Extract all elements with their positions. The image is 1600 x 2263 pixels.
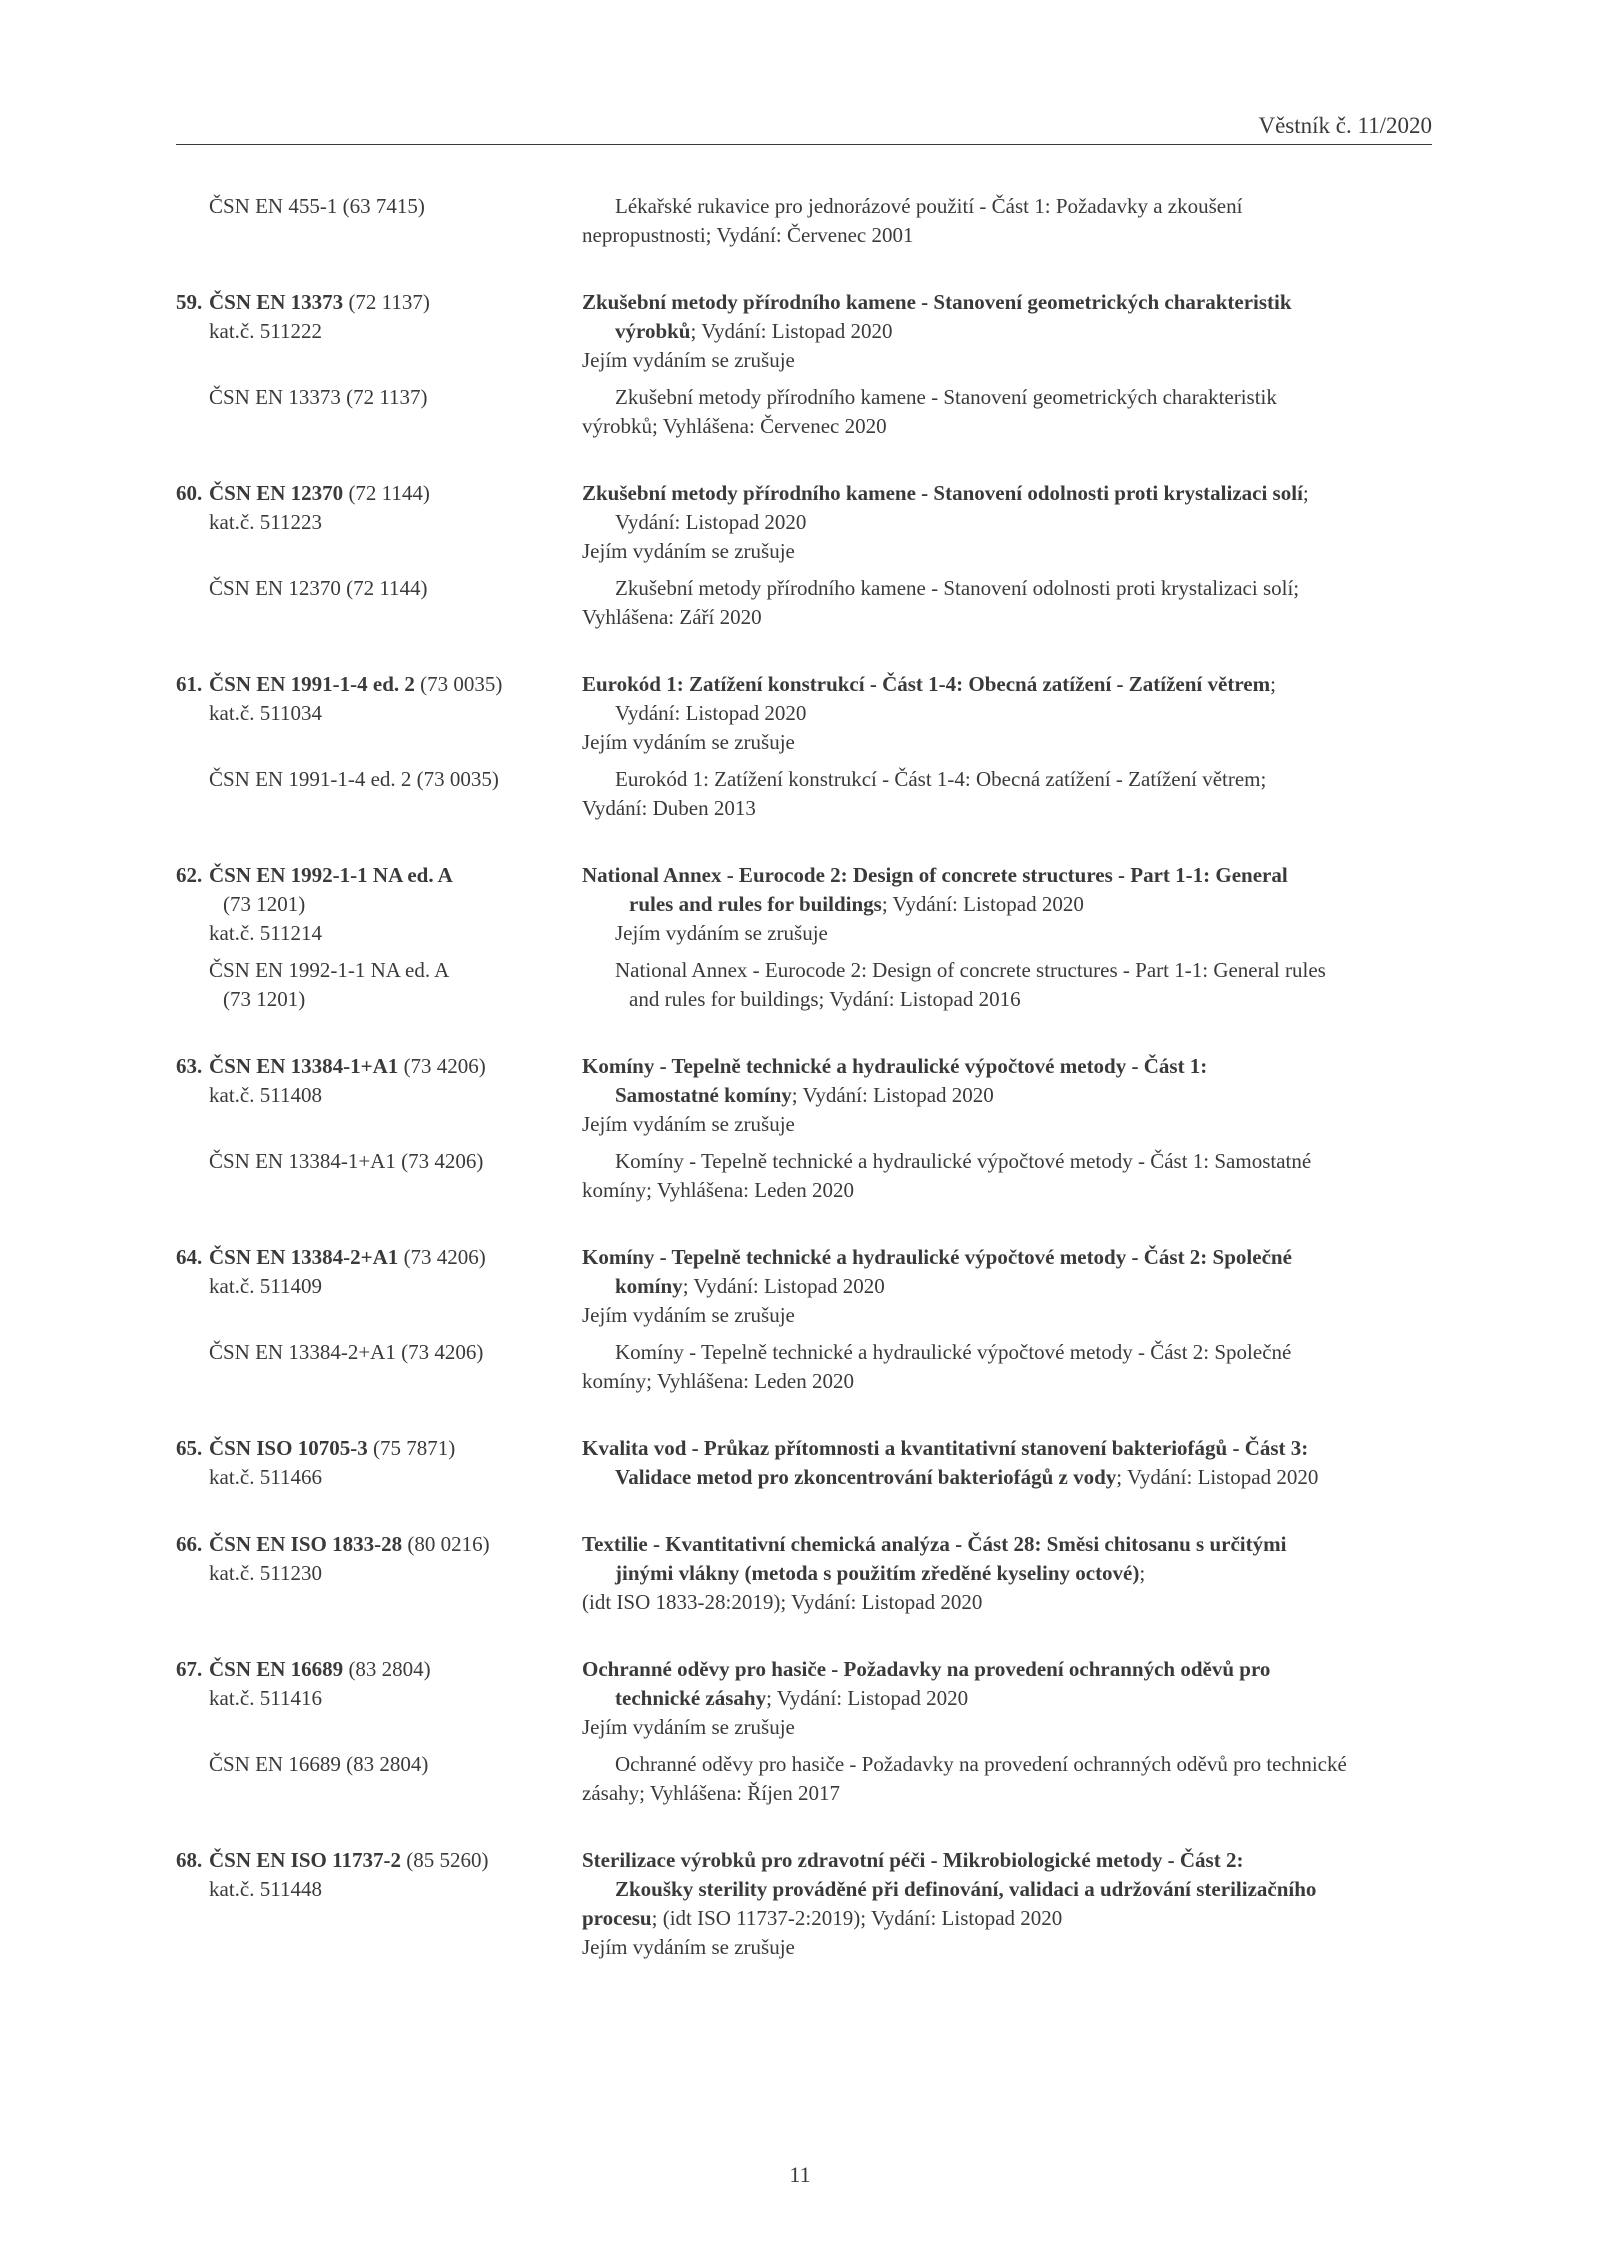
cancellation-note: Jejím vydáním se zrušuje [615,921,828,945]
issue-date: ; (idt ISO 11737-2:2019); Vydání: Listopad 2020 [651,1906,1063,1930]
replaced-standard-title-cont: zásahy; Vyhlášena: Říjen 2017 [582,1781,840,1805]
standard-class: (85 5260) [400,1848,489,1872]
page-number: 11 [789,2162,811,2187]
list-item [176,1846,1436,1962]
standards-list [176,192,1436,2000]
catalog-number: kat.č. 511416 [209,1686,322,1710]
list-item [176,670,1436,823]
standard-title-cont: technické zásahy [615,1686,767,1710]
entry-number: 65. [176,1436,203,1460]
standard-class: (73 0035) [414,672,503,696]
catalog-number: kat.č. 511409 [209,1274,322,1298]
standard-class: (75 7871) [367,1436,456,1460]
standard-code: ČSN EN 13373 [209,290,344,314]
entry-number: 62. [176,863,203,887]
entry-number: 68. [176,1848,203,1872]
entry-number: 67. [176,1657,203,1681]
replaced-standard-title-cont: Vydání: Duben 2013 [582,796,756,820]
catalog-number: kat.č. 511222 [209,319,322,343]
standard-title-cont: jinými vlákny (metoda s použitím zředěné kyseliny octové) [615,1561,1140,1585]
catalog-number: kat.č. 511408 [209,1083,322,1107]
issue-date: ; Vydání: Listopad 2020 [881,892,1084,916]
cancellation-note: Jejím vydáním se zrušuje [582,1715,795,1739]
issue-date: (idt ISO 1833-28:2019); Vydání: Listopad 2020 [582,1590,983,1614]
entry-number: 60. [176,481,203,505]
list-item [176,479,1436,632]
replaced-standard-code: ČSN EN 12370 (72 1144) [209,576,428,600]
standard-code: ČSN EN ISO 1833-28 [209,1532,403,1556]
list-item [176,288,1436,441]
catalog-number: kat.č. 511230 [209,1561,322,1585]
header-title: Věstník č. 11/2020 [1258,113,1432,138]
entry-number: 66. [176,1532,203,1556]
standard-title-cont: výrobků [615,319,691,343]
replaced-standard-title: Zkušební metody přírodního kamene - Stanovení odolnosti proti krystalizaci solí; [615,576,1300,600]
catalog-number: kat.č. 511466 [209,1465,322,1489]
entry-number: 61. [176,672,203,696]
standard-title: Ochranné oděvy pro hasiče - Požadavky na provedení ochranných oděvů pro [582,1657,1271,1681]
replaced-standard-code: ČSN EN 13373 (72 1137) [209,385,428,409]
replaced-standard-title: National Annex - Eurocode 2: Design of concrete structures - Part 1-1: General rules [615,958,1326,982]
list-item [176,1243,1436,1396]
standard-title: Sterilizace výrobků pro zdravotní péči - Mikrobiologické metody - Část 2: [582,1848,1244,1872]
list-item [176,1655,1436,1808]
catalog-number: kat.č. 511223 [209,510,322,534]
list-item [176,1434,1436,1492]
replaced-standard-title-cont: nepropustnosti; Vydání: Červenec 2001 [582,223,914,247]
cancellation-note: Jejím vydáním se zrušuje [582,348,795,372]
page-footer [0,2160,1600,2189]
standard-title: Zkušební metody přírodního kamene - Stanovení odolnosti proti krystalizaci solí [582,481,1303,505]
issue-date: ; Vydání: Listopad 2020 [766,1686,969,1710]
standard-code: ČSN ISO 10705-3 [209,1436,368,1460]
replaced-standard-code: ČSN EN 455-1 (63 7415) [209,194,425,218]
replaced-standard-title: Zkušební metody přírodního kamene - Stanovení geometrických charakteristik [615,385,1277,409]
standard-code: ČSN EN 12370 [209,481,344,505]
replaced-standard-title: Eurokód 1: Zatížení konstrukcí - Část 1-4: Obecná zatížení - Zatížení větrem; [615,767,1267,791]
list-item [176,1530,1436,1617]
standard-class: (72 1144) [343,481,430,505]
standard-title: Kvalita vod - Průkaz přítomnosti a kvantitativní stanovení bakteriofágů - Část 3: [582,1436,1309,1460]
list-item [176,861,1436,1014]
standard-class: (83 2804) [343,1657,431,1681]
cancellation-note: Jejím vydáním se zrušuje [582,1935,795,1959]
replaced-standard-code: ČSN EN 13384-1+A1 (73 4206) [209,1149,484,1173]
standard-title-cont: Validace metod pro zkoncentrování bakteriofágů z vody [615,1465,1117,1489]
list-item [176,192,1436,250]
replaced-standard-code: ČSN EN 16689 (83 2804) [209,1752,429,1776]
replaced-standard-title-cont: komíny; Vyhlášena: Leden 2020 [582,1369,854,1393]
standard-class: (80 0216) [402,1532,490,1556]
standard-title-cont: Samostatné komíny [615,1083,792,1107]
catalog-number: kat.č. 511448 [209,1877,322,1901]
replaced-standard-title-cont: and rules for buildings; Vydání: Listopad 2016 [629,987,1021,1011]
list-item [176,1052,1436,1205]
standard-code: ČSN EN 13384-1+A1 [209,1054,399,1078]
standard-code: ČSN EN 1991-1-4 ed. 2 [209,672,415,696]
issue-date: ; Vydání: Listopad 2020 [1116,1465,1319,1489]
cancellation-note: Jejím vydáním se zrušuje [582,1112,795,1136]
standard-title-cont: Zkoušky sterility prováděné při definování, validaci a udržování sterilizačního [615,1877,1317,1901]
standard-title: Zkušební metody přírodního kamene - Stanovení geometrických charakteristik [582,290,1292,314]
cancellation-note: Jejím vydáním se zrušuje [582,539,795,563]
standard-title: Eurokód 1: Zatížení konstrukcí - Část 1-4: Obecná zatížení - Zatížení větrem [582,672,1271,696]
standard-title: Komíny - Tepelně technické a hydraulické výpočtové metody - Část 1: [582,1054,1208,1078]
standard-class: (73 4206) [398,1054,486,1078]
cancellation-note: Jejím vydáním se zrušuje [582,730,795,754]
issue-date: ; Vydání: Listopad 2020 [682,1274,885,1298]
title-punctuation: ; [1302,481,1309,505]
standard-title: Komíny - Tepelně technické a hydraulické výpočtové metody - Část 2: Společné [582,1245,1292,1269]
entry-number: 63. [176,1054,203,1078]
standard-title-cont: rules and rules for buildings [629,892,882,916]
replaced-standard-code: ČSN EN 13384-2+A1 (73 4206) [209,1340,484,1364]
standard-title-cont: procesu [582,1906,652,1930]
replaced-standard-title-cont: výrobků; Vyhlášena: Červenec 2020 [582,414,887,438]
standard-class: (72 1137) [343,290,430,314]
standard-code: ČSN EN 13384-2+A1 [209,1245,399,1269]
replaced-standard-code: ČSN EN 1991-1-4 ed. 2 (73 0035) [209,767,499,791]
catalog-number: kat.č. 511034 [209,701,322,725]
replaced-standard-title: Ochranné oděvy pro hasiče - Požadavky na provedení ochranných oděvů pro technické [615,1752,1347,1776]
entry-number: 59. [176,290,203,314]
page-header [176,111,1432,145]
replaced-standard-title: Komíny - Tepelně technické a hydraulické výpočtové metody - Část 2: Společné [615,1340,1292,1364]
issue-date: Vydání: Listopad 2020 [615,701,807,725]
standard-code: ČSN EN 16689 [209,1657,344,1681]
replaced-standard-title-cont: komíny; Vyhlášena: Leden 2020 [582,1178,854,1202]
catalog-number: kat.č. 511214 [209,921,322,945]
title-punctuation: ; [1270,672,1276,696]
standard-class: (73 1201) [223,892,306,916]
replaced-standard-code: ČSN EN 1992-1-1 NA ed. A [209,958,450,982]
standard-title: Textilie - Kvantitativní chemická analýza - Část 28: Směsi chitosanu s určitými [582,1532,1287,1556]
cancellation-note: Jejím vydáním se zrušuje [582,1303,795,1327]
standard-code: ČSN EN ISO 11737-2 [209,1848,401,1872]
standard-code: ČSN EN 1992-1-1 NA ed. A [209,863,453,887]
title-punctuation: ; [1139,1561,1146,1585]
replaced-standard-title-cont: Vyhlášena: Září 2020 [582,605,762,629]
standard-class: (73 4206) [398,1245,486,1269]
replaced-standard-title: Komíny - Tepelně technické a hydraulické výpočtové metody - Část 1: Samostatné [615,1149,1312,1173]
issue-date: Vydání: Listopad 2020 [615,510,807,534]
replaced-standard-title: Lékařské rukavice pro jednorázové použití - Část 1: Požadavky a zkoušení [615,194,1243,218]
issue-date: ; Vydání: Listopad 2020 [690,319,893,343]
issue-date: ; Vydání: Listopad 2020 [791,1083,994,1107]
standard-title: National Annex - Eurocode 2: Design of concrete structures - Part 1-1: General [582,863,1288,887]
standard-title-cont: komíny [615,1274,683,1298]
replaced-standard-class: (73 1201) [223,987,306,1011]
entry-number: 64. [176,1245,203,1269]
